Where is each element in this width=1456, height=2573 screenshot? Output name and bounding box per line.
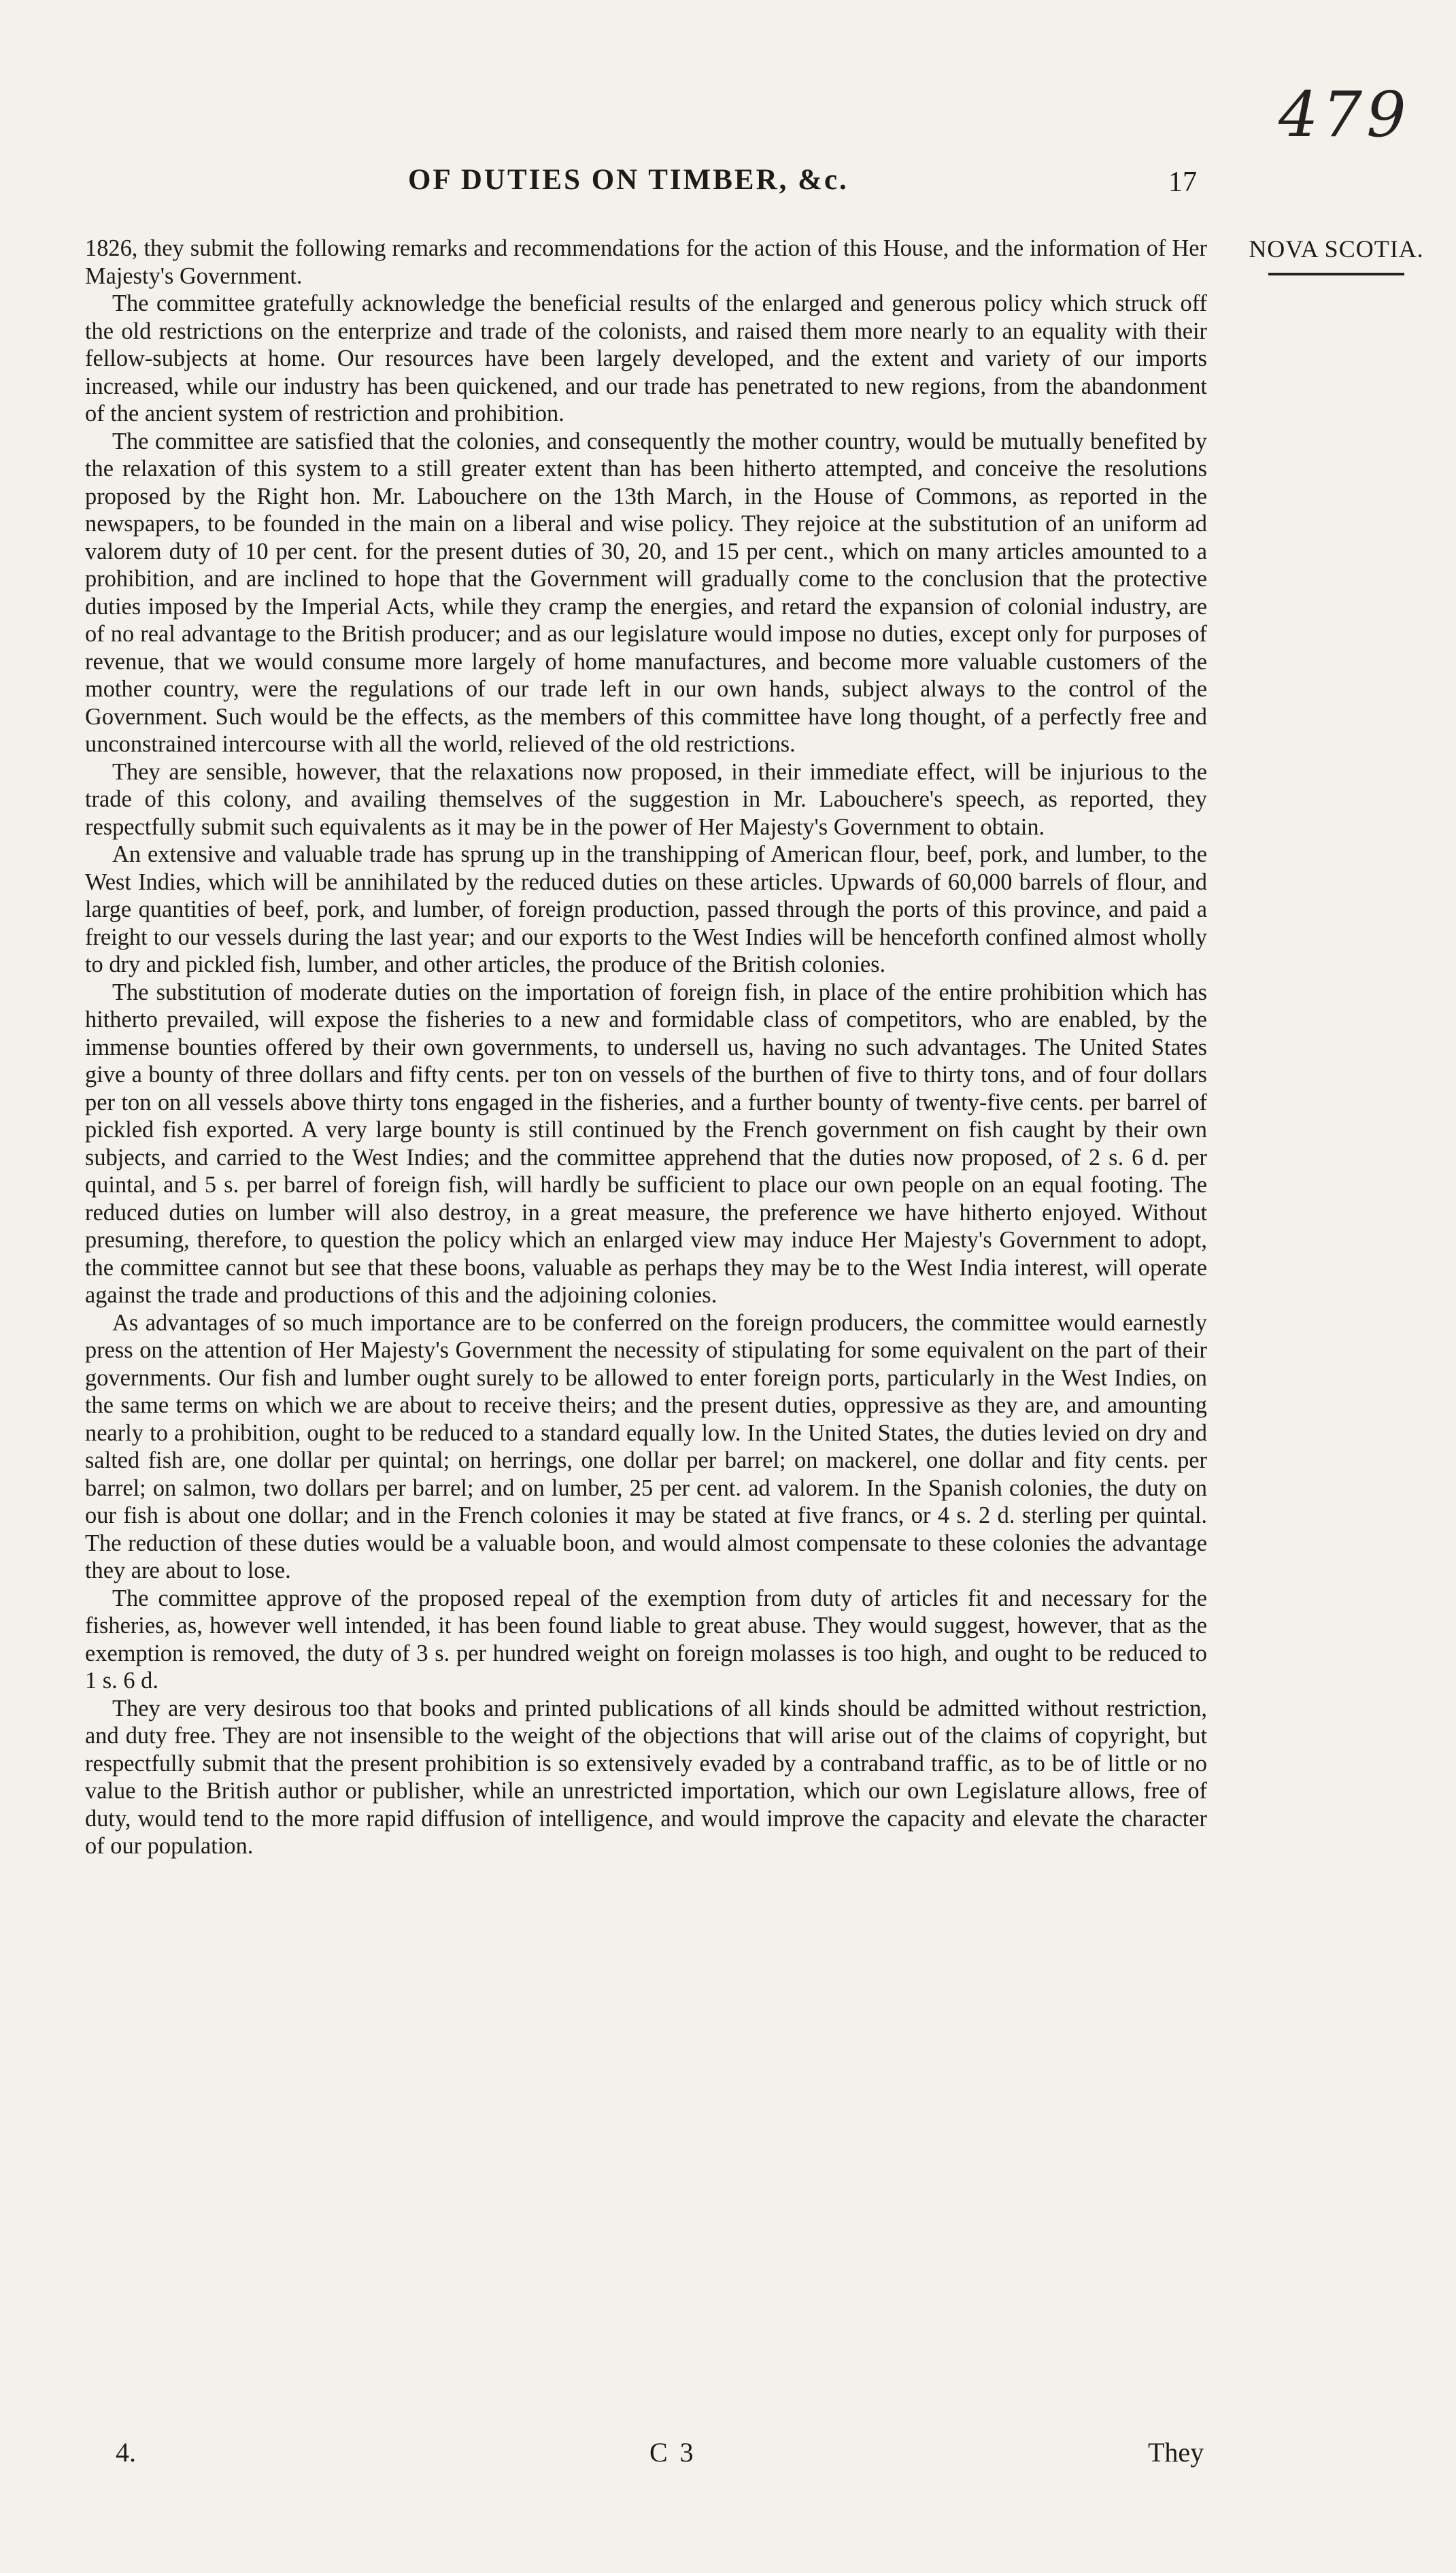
margin-note-text: NOVA SCOTIA. bbox=[1249, 235, 1424, 263]
margin-note-rule bbox=[1268, 273, 1404, 275]
body-text bbox=[85, 235, 1207, 1860]
paragraph: An extensive and valuable trade has sprung up in the transhipping of American flour, beef, pork, and lumber, to the West Indies, which will be annihilated by the reduced duties on these articles. Upwards of 60,000 barrels of flour, and large quantities of beef, pork, and lumber, of foreign production, passed through the ports of this province, and paid a freight to our vessels during the last year; and our exports to the West Indies will be henceforth confined almost wholly to dry and pickled fish, lumber, and other articles, the produce of the British colonies. bbox=[85, 841, 1207, 977]
paragraph: As advantages of so much importance are to be conferred on the foreign producers, the committee would earnestly press on the attention of Her Majesty's Government the necessity of stipulating for some equivalent on the part of their governments. Our fish and lumber ought surely to be allowed to enter foreign ports, particularly in the West Indies, on the same terms on which we are about to receive theirs; and the present duties, oppressive as they are, and amounting nearly to a prohibition, ought to be reduced to a standard equally low. In the United States, the duties levied on dry and salted fish are, one dollar per quintal; on herrings, one dollar per barrel; on mackerel, one dollar and fity cents. per barrel; on salmon, two dollars per barrel; and on lumber, 25 per cent. ad valorem. In the Spanish colonies, the duty on our fish is about one dollar; and in the French colonies it may be stated at five francs, or 4 s. 2 d. sterling per quintal. The reduction of these duties would be a valuable boon, and would almost compensate to these colonies the advantage they are about to lose. bbox=[85, 1309, 1207, 1583]
page-number: 17 bbox=[1168, 167, 1197, 198]
footer-sheet-mark: C 3 bbox=[649, 2437, 696, 2468]
footer-signature: 4. bbox=[116, 2437, 136, 2468]
margin-note bbox=[1238, 235, 1435, 275]
footer-catchword: They bbox=[1148, 2437, 1204, 2468]
paragraph: 1826, they submit the following remarks and recommendations for the action of this House, and the information of Her Majesty's Government. bbox=[85, 235, 1207, 289]
paragraph: The substitution of moderate duties on the importation of foreign fish, in place of the entire prohibition which has hitherto prevailed, will expose the fisheries to a new and formidable class of competitors, who are enabled, by the immense bounties offered by their own governments, to undersell us, having no such advantages. The United States give a bounty of three dollars and fifty cents. per ton on vessels of the burthen of five to thirty tons, and of four dollars per ton on all vessels above thirty tons engaged in the fisheries, and a further bounty of twenty-five cents. per barrel of pickled fish exported. A very large bounty is still continued by the French government on fish caught by their own subjects, and carried to the West Indies; and the committee apprehend that the duties now proposed, of 2 s. 6 d. per quintal, and 5 s. per barrel of foreign fish, will hardly be sufficient to place our own people on an equal footing. The reduced duties on lumber will also destroy, in a great measure, the preference we have hitherto enjoyed. Without presuming, therefore, to question the policy which an enlarged view may induce Her Majesty's Government to adopt, the committee cannot but see that these boons, valuable as perhaps they may be to the West India interest, will operate against the trade and productions of this and the adjoining colonies. bbox=[85, 979, 1207, 1308]
running-head: OF DUTIES ON TIMBER, &c. bbox=[408, 164, 849, 196]
handwritten-folio-number: 479 bbox=[1279, 78, 1410, 151]
paragraph: They are very desirous too that books and printed publications of all kinds should be admitted without restriction, and duty free. They are not insensible to the weight of the objections that will arise out of the claims of copyright, but respectfully submit that the present prohibition is so extensively evaded by a contraband traffic, as to be of little or no value to the British author or publisher, while an unrestricted importation, which our own Legislature allows, free of duty, would tend to the more rapid diffusion of intelligence, and would improve the capacity and elevate the character of our population. bbox=[85, 1695, 1207, 1859]
paragraph: They are sensible, however, that the relaxations now proposed, in their immediate effect, will be injurious to the trade of this colony, and availing themselves of the suggestion in Mr. Labouchere's speech, as reported, they respectfully submit such equivalents as it may be in the power of Her Majesty's Government to obtain. bbox=[85, 758, 1207, 840]
paragraph: The committee are satisfied that the colonies, and consequently the mother country, would be mutually benefited by the relaxation of this system to a still greater extent than has been hitherto attempted, and conceive the resolutions proposed by the Right hon. Mr. Labouchere on the 13th March, in the House of Commons, as reported in the newspapers, to be founded in the main on a liberal and wise policy. They rejoice at the substitution of an uniform ad valorem duty of 10 per cent. for the present duties of 30, 20, and 15 per cent., which on many articles amounted to a prohibition, and are inclined to hope that the Government will gradually come to the conclusion that the protective duties imposed by the Imperial Acts, while they cramp the energies, and retard the expansion of colonial industry, are of no real advantage to the British producer; and as our legislature would impose no duties, except only for purposes of revenue, that we would consume more largely of home manufactures, and become more valuable customers of the mother country, were the regulations of our trade left in our own hands, subject always to the control of the Government. Such would be the effects, as the members of this committee have long thought, of a perfectly free and unconstrained intercourse with all the world, relieved of the old restrictions. bbox=[85, 428, 1207, 757]
paragraph: The committee approve of the proposed repeal of the exemption from duty of articles fit and necessary for the fisheries, as, however well intended, it has been found liable to great abuse. They would suggest, however, that as the exemption is removed, the duty of 3 s. per hundred weight on foreign molasses is too high, and ought to be reduced to 1 s. 6 d. bbox=[85, 1585, 1207, 1694]
paragraph: The committee gratefully acknowledge the beneficial results of the enlarged and generous policy which struck off the old restrictions on the enterprize and trade of the colonists, and raised them more nearly to an equality with their fellow-subjects at home. Our resources have been largely developed, and the extent and variety of our imports increased, while our industry has been quickened, and our trade has penetrated to new regions, from the abandonment of the ancient system of restriction and prohibition. bbox=[85, 290, 1207, 426]
